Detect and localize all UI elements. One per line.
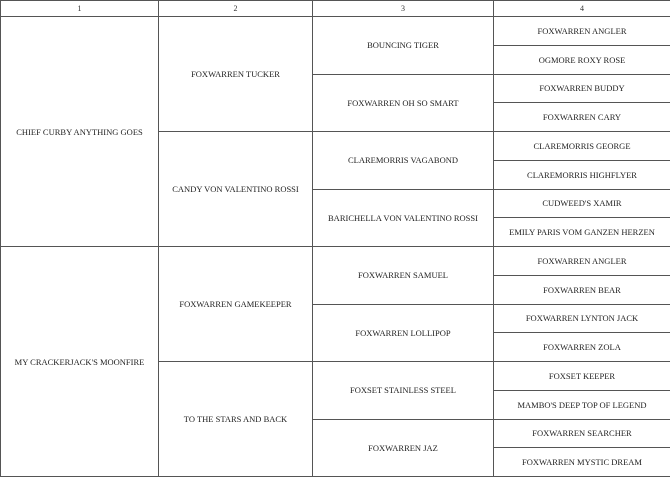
ancestor-gen4: FOXWARREN ANGLER [494, 17, 670, 46]
ancestor-gen3: FOXWARREN JAZ [313, 419, 494, 477]
column-header-generation-4: 4 [494, 1, 670, 17]
ancestor-gen4: FOXWARREN ZOLA [494, 333, 670, 362]
ancestor-gen4: CUDWEED'S XAMIR [494, 189, 670, 218]
ancestor-gen2: TO THE STARS AND BACK [159, 362, 313, 477]
ancestor-gen4: CLAREMORRIS GEORGE [494, 132, 670, 161]
ancestor-gen4: EMILY PARIS VOM GANZEN HERZEN [494, 218, 670, 247]
ancestor-gen3: FOXSET STAINLESS STEEL [313, 362, 494, 420]
ancestor-gen4: FOXWARREN BEAR [494, 275, 670, 304]
ancestor-gen1: MY CRACKERJACK'S MOONFIRE [1, 247, 159, 477]
ancestor-gen4: FOXWARREN SEARCHER [494, 419, 670, 448]
ancestor-gen4: CLAREMORRIS HIGHFLYER [494, 160, 670, 189]
ancestor-gen3: CLAREMORRIS VAGABOND [313, 132, 494, 190]
ancestor-gen4: FOXWARREN ANGLER [494, 247, 670, 276]
ancestor-gen4: FOXWARREN MYSTIC DREAM [494, 448, 670, 477]
column-header-generation-2: 2 [159, 1, 313, 17]
ancestor-gen4: OGMORE ROXY ROSE [494, 45, 670, 74]
ancestor-gen1: CHIEF CURBY ANYTHING GOES [1, 17, 159, 247]
ancestor-gen3: BARICHELLA VON VALENTINO ROSSI [313, 189, 494, 247]
ancestor-gen3: BOUNCING TIGER [313, 17, 494, 75]
column-header-generation-1: 1 [1, 1, 159, 17]
ancestor-gen4: FOXWARREN CARY [494, 103, 670, 132]
ancestor-gen2: FOXWARREN TUCKER [159, 17, 313, 132]
ancestor-gen3: FOXWARREN LOLLIPOP [313, 304, 494, 362]
ancestor-gen2: FOXWARREN GAMEKEEPER [159, 247, 313, 362]
ancestor-gen2: CANDY VON VALENTINO ROSSI [159, 132, 313, 247]
ancestor-gen4: FOXSET KEEPER [494, 362, 670, 391]
ancestor-gen3: FOXWARREN OH SO SMART [313, 74, 494, 132]
ancestor-gen4: FOXWARREN BUDDY [494, 74, 670, 103]
ancestor-gen4: MAMBO'S DEEP TOP OF LEGEND [494, 390, 670, 419]
column-header-generation-3: 3 [313, 1, 494, 17]
ancestor-gen3: FOXWARREN SAMUEL [313, 247, 494, 305]
ancestor-gen4: FOXWARREN LYNTON JACK [494, 304, 670, 333]
header-row [1, 1, 670, 17]
